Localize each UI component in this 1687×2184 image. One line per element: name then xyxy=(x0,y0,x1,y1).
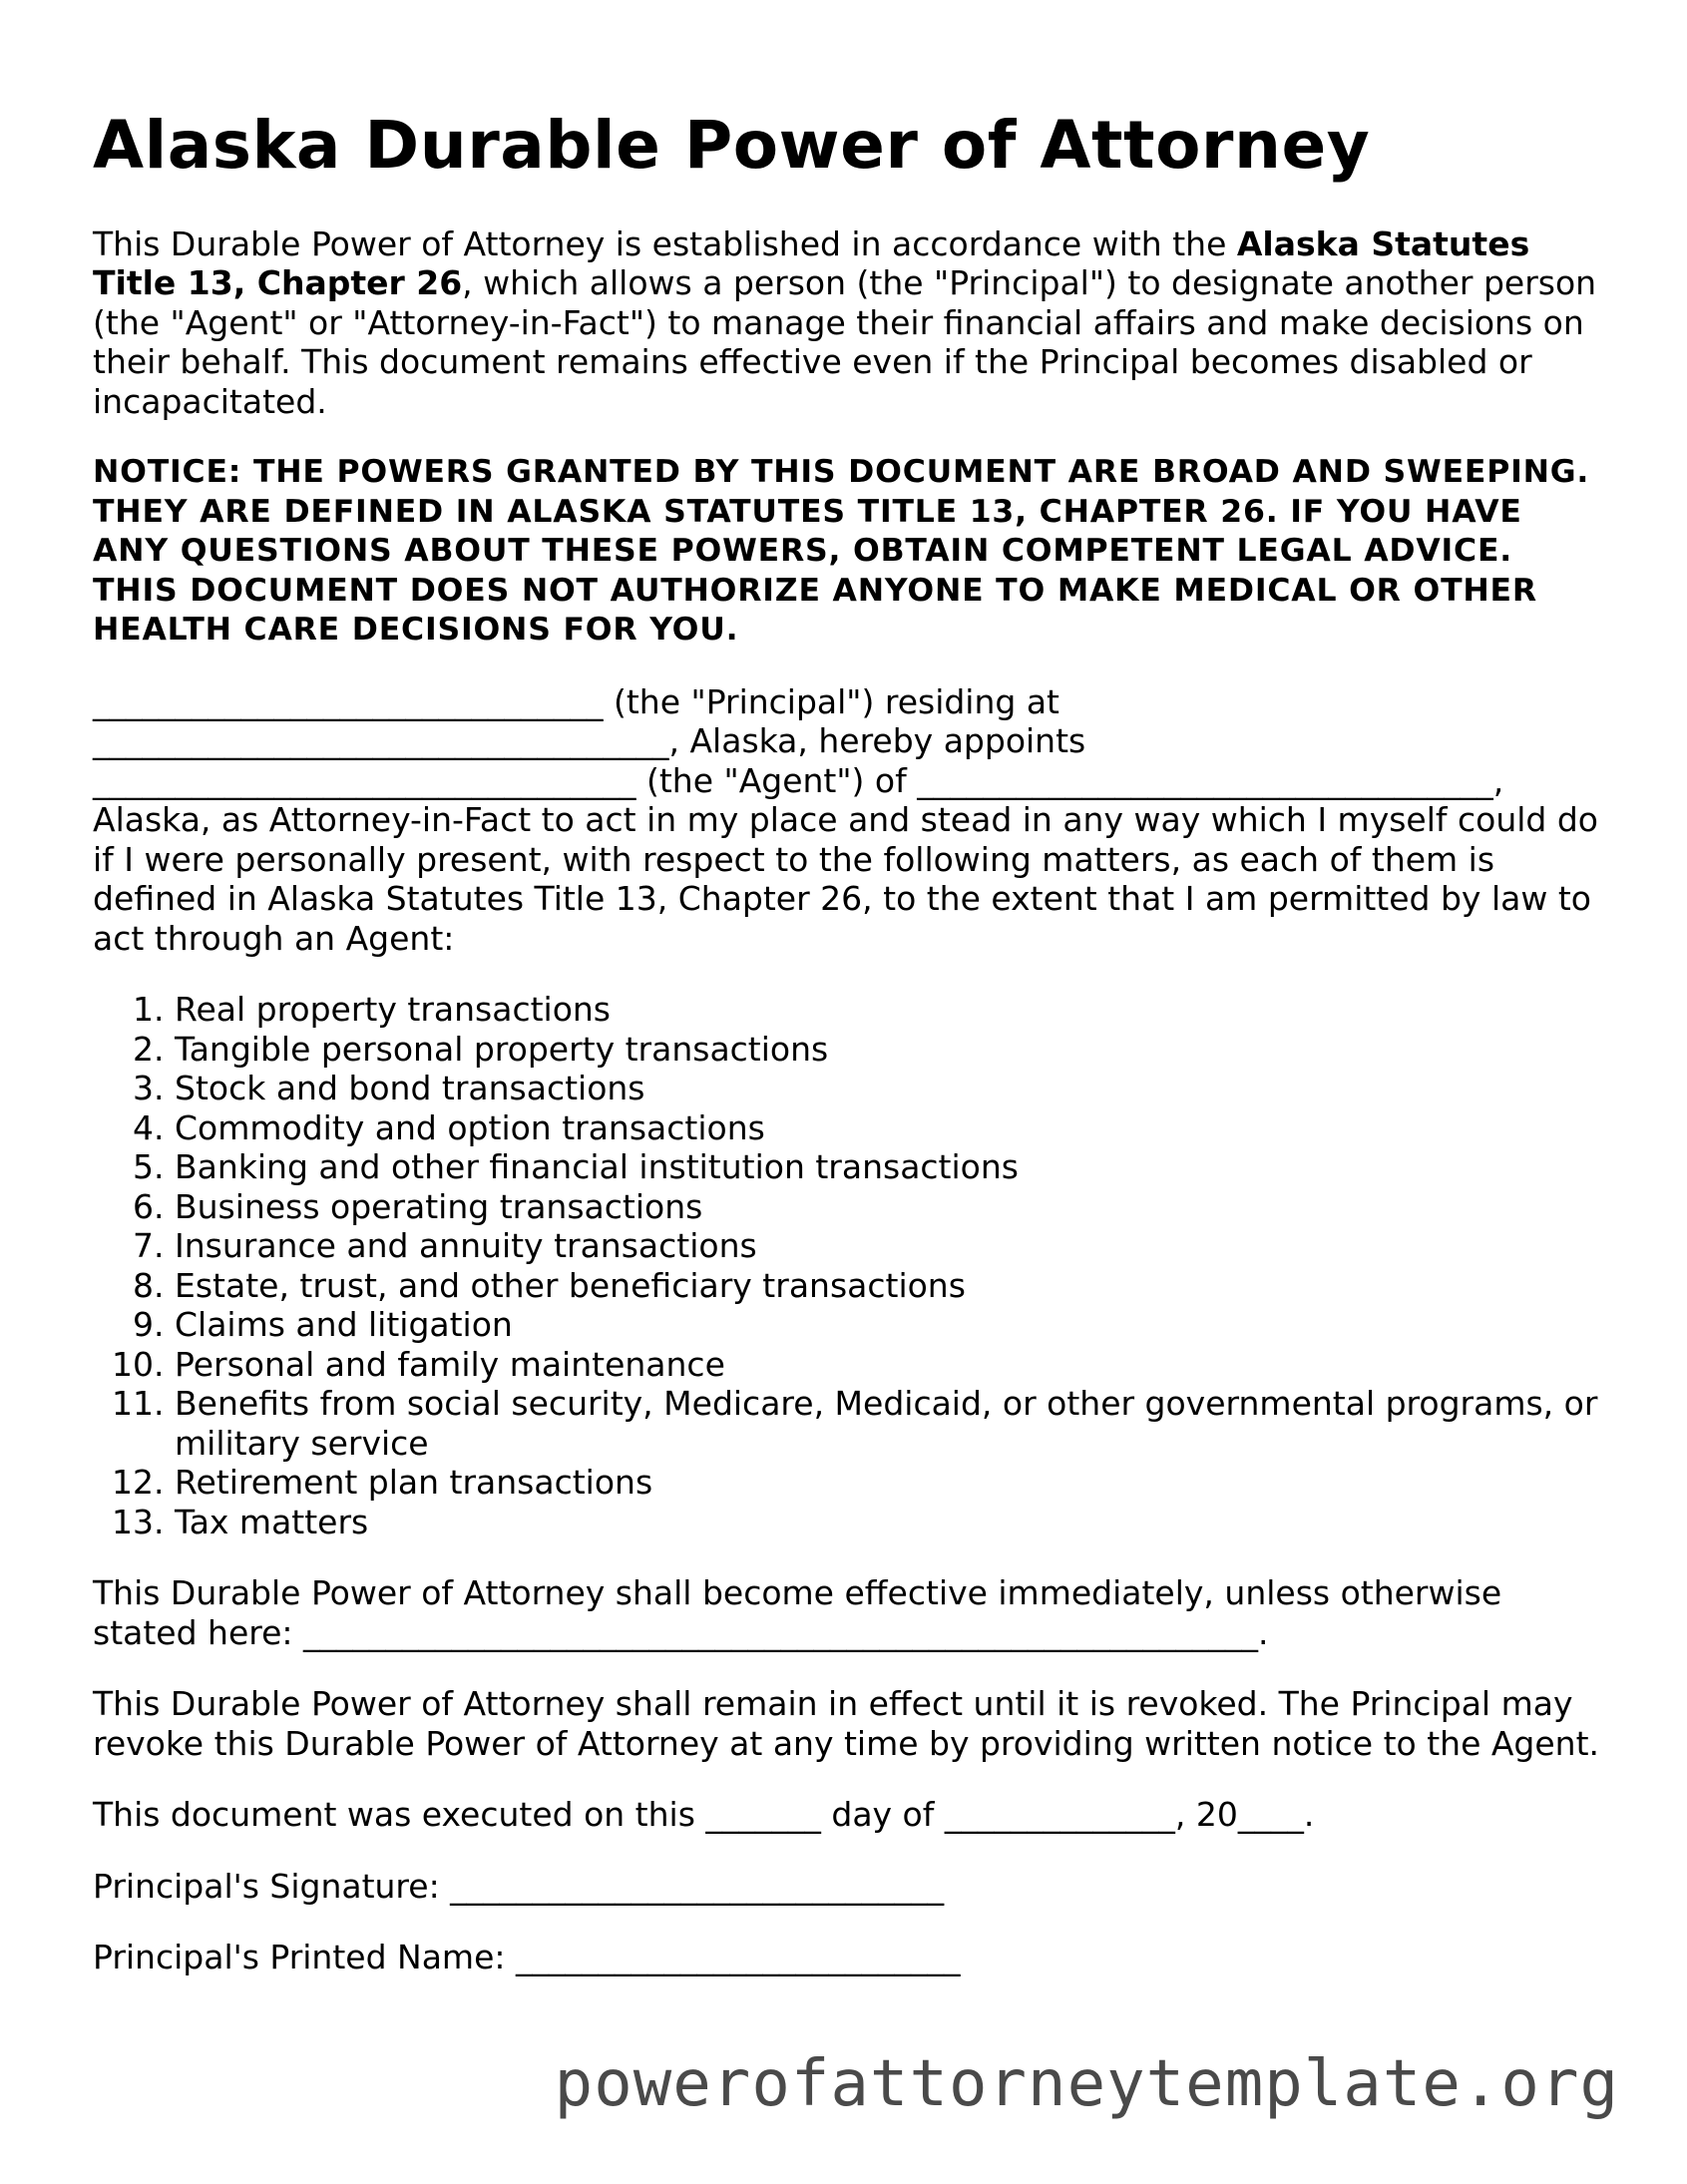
residence-line: ___________________________________, Alaska, hereby appoints xyxy=(93,721,1086,761)
agent-line: _________________________________ (the "Agent") of ___________________________________, xyxy=(93,760,1504,800)
appointment-paragraph xyxy=(93,682,1609,959)
document-title: Alaska Durable Power of Attorney xyxy=(93,107,1371,184)
document-page xyxy=(93,107,1609,1977)
appointment-text: Alaska, as Attorney-in-Fact to act in my place and stead in any way which I myself could do if I were personally present, with respect to the following matters, as each of them is defined in Alaska Statutes Title 13, Chapter 26, to the extent that I am permitted by law to act through an Agent: xyxy=(93,800,1598,958)
power-item: 11. Benefits from social security, Medicare, Medicaid, or other governmental programs, or military service xyxy=(175,1384,1609,1463)
power-item: 12. Retirement plan transactions xyxy=(175,1463,1609,1503)
principal-printed-name-line: Principal's Printed Name: ___________________________ xyxy=(93,1938,961,1977)
intro-statute-reference: Alaska Statutes Title 13, Chapter 26 xyxy=(93,223,1530,303)
execution-date-line: This document was executed on this _______ day of ______________, 20____. xyxy=(93,1795,1315,1835)
power-item: 3. Stock and bond transactions xyxy=(175,1069,1609,1108)
power-item: 7. Insurance and annuity transactions xyxy=(175,1226,1609,1266)
power-item: 2. Tangible personal property transactions xyxy=(175,1030,1609,1070)
power-item: 6. Business operating transactions xyxy=(175,1187,1609,1227)
power-item: 4. Commodity and option transactions xyxy=(175,1108,1609,1148)
power-item: 1. Real property transactions xyxy=(175,990,1609,1030)
website-watermark: powerofattorneytemplate.org xyxy=(554,2047,1619,2121)
intro-text-end: , which allows a person (the "Principal") to designate another person (the "Agent" or "Attorney-in-Fact") to manage their financial affairs and make decisions on their behalf. This document remains effective even if the Principal becomes disabled or incapacitated. xyxy=(93,263,1597,421)
intro-text-start: This Durable Power of Attorney is established in accordance with the xyxy=(93,223,1237,263)
powers-list xyxy=(93,990,1609,1541)
principal-signature-line: Principal's Signature: ______________________________ xyxy=(93,1866,945,1906)
revocation-paragraph: This Durable Power of Attorney shall remain in effect until it is revoked. The Principal may revoke this Durable Power of Attorney at any time by providing written notice to the Agent. xyxy=(93,1684,1600,1763)
power-item: 8. Estate, trust, and other beneficiary transactions xyxy=(175,1266,1609,1306)
power-item: 5. Banking and other financial institution transactions xyxy=(175,1147,1609,1187)
principal-line: _______________________________ (the "Principal") residing at xyxy=(93,681,1059,721)
power-item: 9. Claims and litigation xyxy=(175,1305,1609,1345)
notice-paragraph: NOTICE: THE POWERS GRANTED BY THIS DOCUMENT ARE BROAD AND SWEEPING. THEY ARE DEFINED IN ALASKA STATUTES TITLE 13, CHAPTER 26. IF YOU HAVE ANY QUESTIONS ABOUT THESE POWERS, OBTAIN COMPETENT LEGAL ADVICE. THIS DOCUMENT DOES NOT AUTHORIZE ANYONE TO MAKE MEDICAL OR OTHER HEALTH CARE DECISIONS FOR YOU. xyxy=(93,454,1590,649)
power-item: 13. Tax matters xyxy=(175,1503,1609,1542)
power-item: 10. Personal and family maintenance xyxy=(175,1345,1609,1385)
effective-date-paragraph: This Durable Power of Attorney shall become effective immediately, unless otherwise stated here: __________________________________________________________. xyxy=(93,1573,1502,1652)
intro-paragraph xyxy=(93,224,1609,422)
